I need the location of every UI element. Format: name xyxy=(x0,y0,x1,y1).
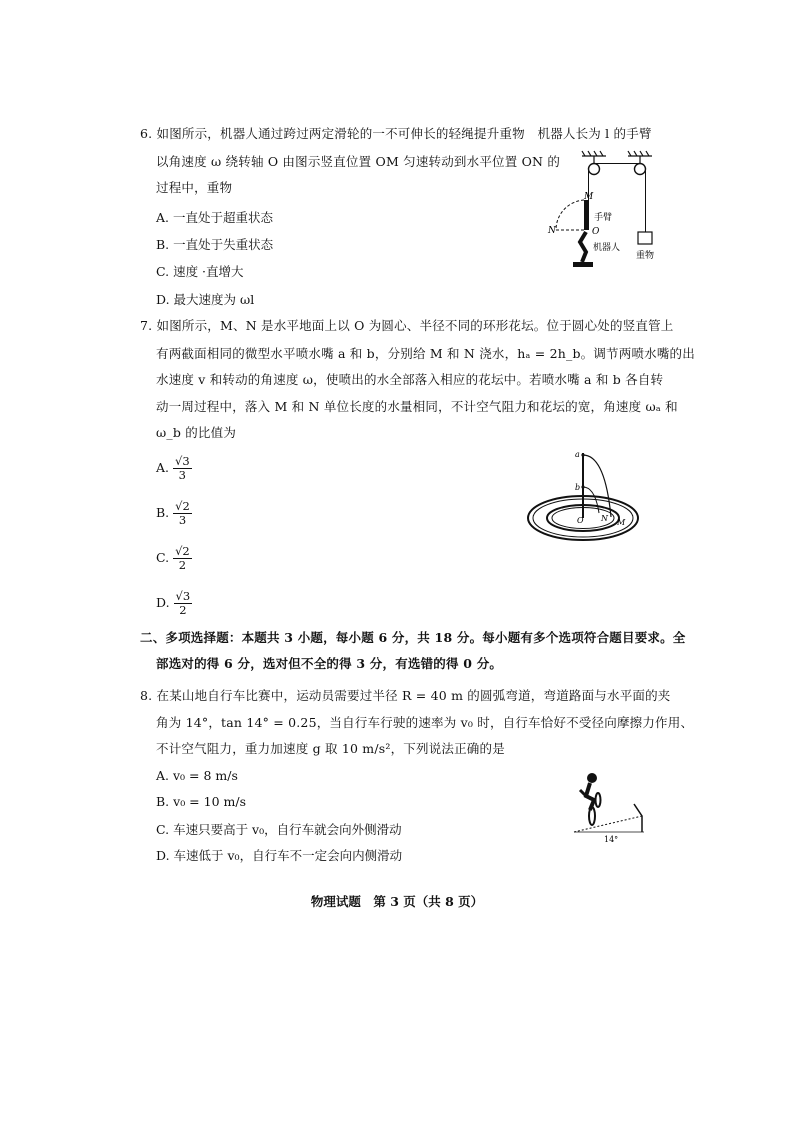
label-robot: 机器人 xyxy=(593,243,621,253)
section2-heading-line1: 二、多项选择题：本题共 3 小题，每小题 6 分，共 18 分。每小题有多个选项符合题目要求。全 xyxy=(140,630,686,645)
q7-option-b: B. $\frac{√2}{3}$ xyxy=(156,499,190,527)
cyclist-icon xyxy=(580,773,601,825)
ceiling-support-right xyxy=(628,151,652,164)
weight-box xyxy=(638,232,652,244)
banked-road-surface xyxy=(574,816,642,832)
label-a: a xyxy=(575,450,580,459)
q7-stem-line1: 7. 如图所示，M、N 是水平地面上以 O 为圆心、半径不同的环形花坛。位于圆心处的竖直管上 xyxy=(140,318,674,333)
q8-cyclist-figure xyxy=(572,770,652,844)
label-N: N xyxy=(601,514,608,523)
q6-stem-line3: 过程中，重物 xyxy=(156,180,233,195)
pulley-right xyxy=(635,164,646,175)
q8-stem-line2: 角为 14°，tan 14° = 0.25，当自行车行驶的速率为 v₀ 时，自行车恰好不受径向摩擦力作用、 xyxy=(156,715,694,730)
q8-option-c: C. 车速只要高于 v₀，自行车就会向外侧滑动 xyxy=(156,822,402,837)
incline-edge xyxy=(634,804,642,832)
label-O: O xyxy=(577,516,584,525)
q6-option-d: D. 最大速度为 ωl xyxy=(156,292,255,307)
q7-option-c: C. $\frac{√2}{2}$ xyxy=(156,544,190,572)
page-footer: 物理试题 第 3 页（共 8 页） xyxy=(310,894,484,909)
label-M: M xyxy=(584,192,594,202)
label-b: b xyxy=(575,483,581,492)
robot-body xyxy=(580,232,586,262)
label-weight: 重物 xyxy=(636,251,655,261)
q8-option-b: B. v₀ = 10 m/s xyxy=(156,794,246,809)
q6-option-a: A. 一直处于超重状态 xyxy=(156,210,273,225)
q6-stem-line2: 以角速度 ω 绕转轴 O 由图示竖直位置 OM 匀速转动到水平位置 ON 的 xyxy=(156,154,561,169)
q8-option-d: D. 车速低于 v₀，自行车不一定会向内侧滑动 xyxy=(156,848,403,863)
q7-option-d: D. $\frac{√3}{2}$ xyxy=(156,589,191,617)
label-O: O xyxy=(592,227,600,237)
q8-stem-line1: 8. 在某山地自行车比赛中，运动员需要过半径 R = 40 m 的圆弧弯道，弯道路面与水平面的夹 xyxy=(140,688,671,703)
q6-option-b: B. 一直处于失重状态 xyxy=(156,237,274,252)
q7-option-a: A. $\frac{√3}{3}$ xyxy=(156,454,190,482)
section2-heading-line2: 部选对的得 6 分，选对但不全的得 3 分，有选错的得 0 分。 xyxy=(156,656,503,671)
q6-robot-pulley-figure xyxy=(540,150,680,275)
q7-stem-line3: 水速度 v 和转动的角速度 ω，使喷出的水全部落入相应的花坛中。若喷水嘴 a 和 b 各自转 xyxy=(156,372,664,387)
ceiling-support-left xyxy=(582,151,606,164)
q7-stem-line2: 有两截面相同的微型水平喷水嘴 a 和 b，分别给 M 和 N 浇水，hₐ = 2h_b。调节两喷水嘴的出 xyxy=(156,346,695,361)
label-M: M xyxy=(617,518,626,527)
label-arm: 手臂 xyxy=(594,213,613,223)
rotation-arc-dashed xyxy=(556,200,584,230)
label-N: N xyxy=(548,226,556,236)
q8-option-a: A. v₀ = 8 m/s xyxy=(156,768,238,783)
q6-option-c: C. 速度 ·直增大 xyxy=(156,264,244,279)
q7-fountain-figure xyxy=(525,445,670,545)
angle-label: 14° xyxy=(604,835,619,844)
pulley-left xyxy=(589,164,600,175)
robot-base xyxy=(573,262,593,267)
robot-arm xyxy=(584,200,589,230)
q7-stem-line5: ω_b 的比值为 xyxy=(156,425,237,440)
q7-stem-line4: 动一周过程中，落入 M 和 N 单位长度的水量相同，不计空气阻力和花坛的宽，角速度 ωₐ 和 xyxy=(156,399,678,414)
q6-stem-line1: 6. 如图所示，机器人通过跨过两定滑轮的一不可伸长的轻绳提升重物 机器人长为 l 的手臂 xyxy=(140,126,652,141)
q8-stem-line3: 不计空气阻力，重力加速度 g 取 10 m/s²，下列说法正确的是 xyxy=(156,741,505,756)
